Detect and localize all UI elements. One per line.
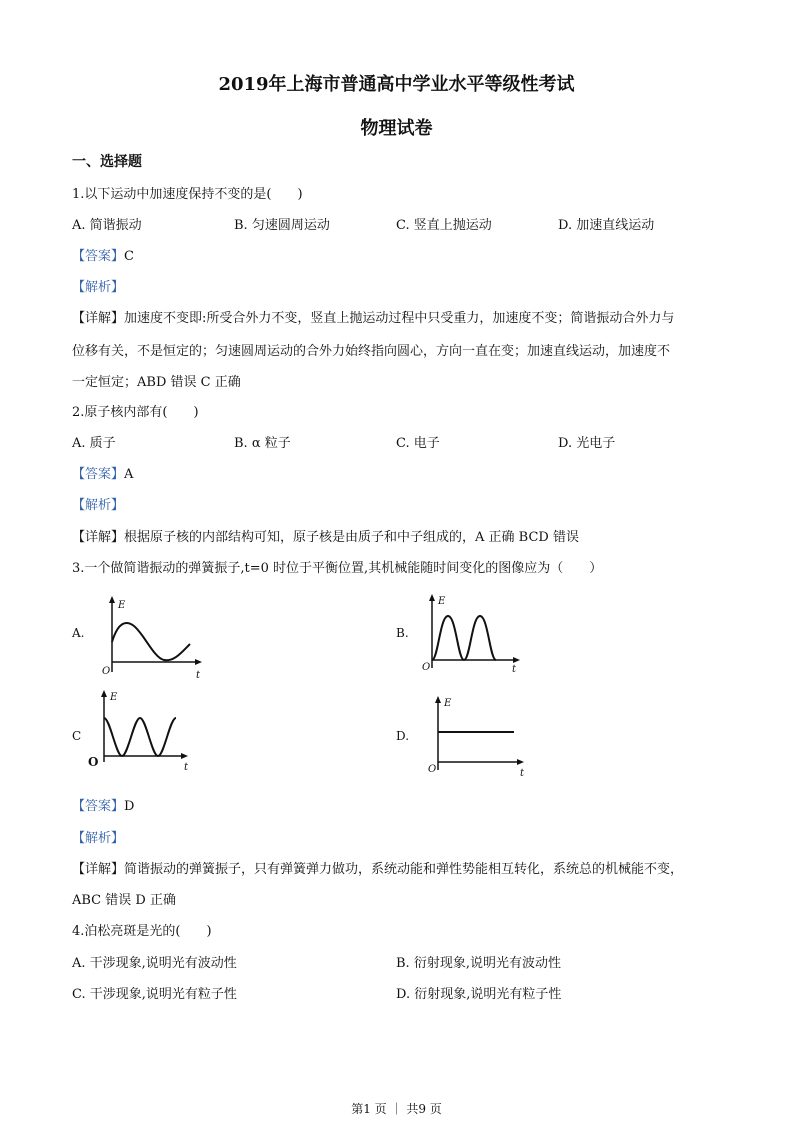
analysis-tag: 【解析】: [72, 280, 125, 295]
axis-o-label: O: [102, 666, 111, 677]
axis-t-label: t: [520, 768, 525, 778]
detail-text: 简谐振动的弹簧振子，只有弹簧弹力做功，系统动能和弹性势能相互转化，系统总的机械能不变，: [124, 862, 684, 877]
axis-o-label: O: [428, 764, 437, 775]
axis-e-label: E: [444, 698, 452, 709]
detail-line: 位移有关，不是恒定的；匀速圆周运动的合外力始终指向圆心，方向一直在变；加速直线运动，加速度不: [72, 344, 671, 359]
graph-label-a: A.: [72, 626, 85, 640]
axis-e-label: E: [118, 600, 126, 611]
question-stem: 3.一个做简谐振动的弹簧振子,t=0 时位于平衡位置,其机械能随时间变化的图像应为（ ）: [72, 561, 603, 576]
axis-e-label: E: [110, 692, 118, 703]
detail-line: [72, 526, 579, 545]
axis-t-label: t: [184, 762, 189, 773]
option-a: A. 质子: [72, 436, 116, 451]
axis-t-label: t: [512, 664, 517, 675]
detail-text: 加速度不变即:所受合外力不变，竖直上抛运动过程中只受重力，加速度不变；简谐振动合外力与: [124, 311, 675, 326]
answer-value: C: [124, 249, 134, 264]
axis-o-label: O: [422, 662, 431, 673]
page-title: 2019年上海市普通高中学业水平等级性考试: [218, 74, 575, 95]
detail-tag: 【详解】: [72, 530, 125, 545]
detail-line: [72, 858, 683, 877]
detail-line: ABC 错误 D 正确: [72, 893, 176, 908]
graph-label-c: C: [72, 729, 82, 743]
option-a: A. 干涉现象,说明光有波动性: [72, 956, 237, 971]
answer-line: [72, 463, 133, 482]
axis-e-label: E: [438, 596, 446, 607]
detail-line: 一定恒定；ABD 错误 C 正确: [72, 375, 241, 390]
option-d: D. 衍射现象,说明光有粒子性: [396, 987, 562, 1002]
option-d: D. 加速直线运动: [558, 218, 655, 233]
option-a: A. 简谐振动: [72, 218, 142, 233]
option-d: D. 光电子: [558, 436, 616, 451]
graph-c: [84, 688, 196, 774]
question-stem: 2.原子核内部有( ): [72, 405, 199, 420]
graph-label-b: B.: [396, 626, 409, 640]
question-stem: 1.以下运动中加速度保持不变的是( ): [72, 187, 303, 202]
graph-a: [98, 594, 208, 682]
page-footer: 第1 页 ｜ 共9 页: [351, 1102, 442, 1116]
answer-value: D: [124, 799, 135, 814]
option-c: C. 干涉现象,说明光有粒子性: [72, 987, 237, 1002]
graph-b: [418, 592, 528, 678]
option-b: B. 衍射现象,说明光有波动性: [396, 956, 561, 971]
detail-text: 根据原子核的内部结构可知，原子核是由质子和中子组成的，A 正确 BCD 错误: [124, 530, 579, 545]
axis-o-label: O: [88, 755, 99, 769]
answer-tag: 【答案】: [72, 799, 125, 814]
answer-tag: 【答案】: [72, 467, 125, 482]
option-c: C. 电子: [396, 436, 440, 451]
option-b: B. 匀速圆周运动: [234, 218, 330, 233]
answer-value: A: [124, 467, 134, 482]
section-heading: 一、选择题: [72, 154, 142, 170]
axis-t-label: t: [196, 670, 201, 681]
option-b: B. α 粒子: [234, 436, 291, 451]
option-c: C. 竖直上抛运动: [396, 218, 492, 233]
answer-tag: 【答案】: [72, 249, 125, 264]
detail-tag: 【详解】: [72, 311, 125, 326]
graph-label-d: D.: [396, 729, 410, 743]
graph-d: [424, 692, 534, 778]
analysis-tag: 【解析】: [72, 498, 125, 513]
answer-line: [72, 795, 134, 814]
answer-line: [72, 245, 134, 264]
detail-tag: 【详解】: [72, 862, 125, 877]
question-stem: 4.泊松亮斑是光的( ): [72, 924, 212, 939]
detail-line: [72, 307, 674, 326]
analysis-tag: 【解析】: [72, 831, 125, 846]
page-subtitle: 物理试卷: [360, 118, 433, 139]
